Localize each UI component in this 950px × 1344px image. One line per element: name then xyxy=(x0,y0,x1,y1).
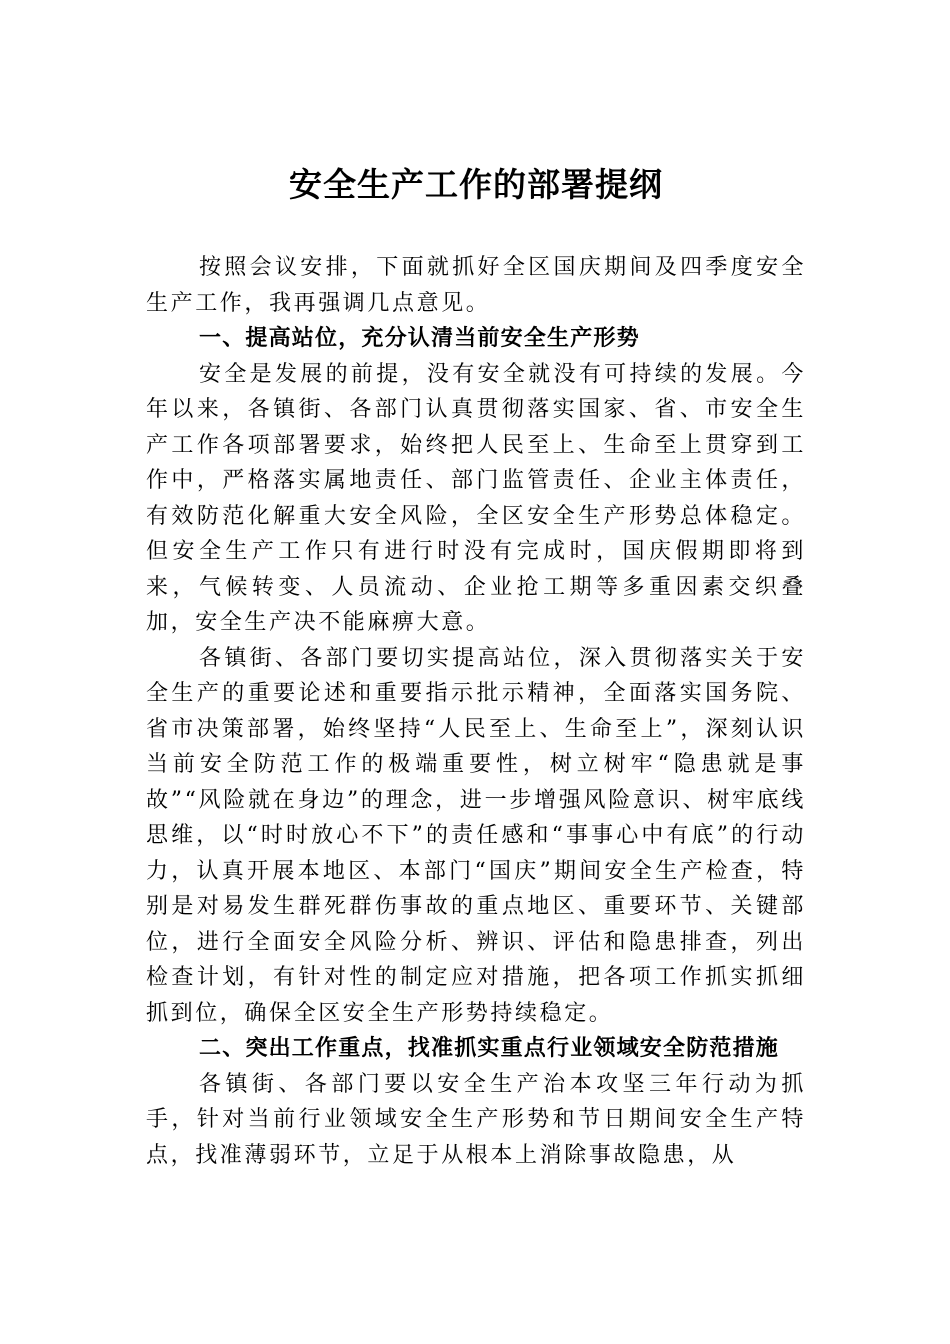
section-1-paragraph-2: 各镇街、各部门要切实提高站位，深入贯彻落实关于安全生产的重要论述和重要指示批示精神，全面落实国务院、省市决策部署，始终坚持“人民至上、生命至上”，深刻认识当前安全防范工作的极端重要性，树立树牢“隐患就是事故”“风险就在身边”的理念，进一步增强风险意识、树牢底线思维，以“时时放心不下”的责任感和“事事心中有底”的行动力，认真开展本地区、本部门“国庆”期间安全生产检查，特别是对易发生群死群伤事故的重点地区、重要环节、关键部位，进行全面安全风险分析、辨识、评估和隐患排查，列出检查计划，有针对性的制定应对措施，把各项工作抓实抓细抓到位，确保全区安全生产形势持续稳定。 xyxy=(146,645,806,1026)
document-title: 安全生产工作的部署提纲 xyxy=(289,165,663,204)
section-heading-1: 一、提高站位，充分认清当前安全生产形势 xyxy=(199,326,640,351)
document-body xyxy=(146,250,806,1173)
section-1-paragraph-1: 安全是发展的前提，没有安全就没有可持续的发展。今年以来，各镇街、各部门认真贯彻落实国家、省、市安全生产工作各项部署要求，始终把人民至上、生命至上贯穿到工作中，严格落实属地责任、部门监管责任、企业主体责任，有效防范化解重大安全风险，全区安全生产形势总体稳定。但安全生产工作只有进行时没有完成时，国庆假期即将到来，气候转变、人员流动、企业抢工期等多重因素交织叠加，安全生产决不能麻痹大意。 xyxy=(146,361,806,635)
section-2-paragraph-1: 各镇街、各部门要以安全生产治本攻坚三年行动为抓手，针对当前行业领域安全生产形势和节日期间安全生产特点，找准薄弱环节，立足于从根本上消除事故隐患，从 xyxy=(146,1071,806,1168)
intro-paragraph: 按照会议安排，下面就抓好全区国庆期间及四季度安全生产工作，我再强调几点意见。 xyxy=(146,255,806,316)
section-heading-2: 二、突出工作重点，找准抓实重点行业领域安全防范措施 xyxy=(199,1036,780,1061)
